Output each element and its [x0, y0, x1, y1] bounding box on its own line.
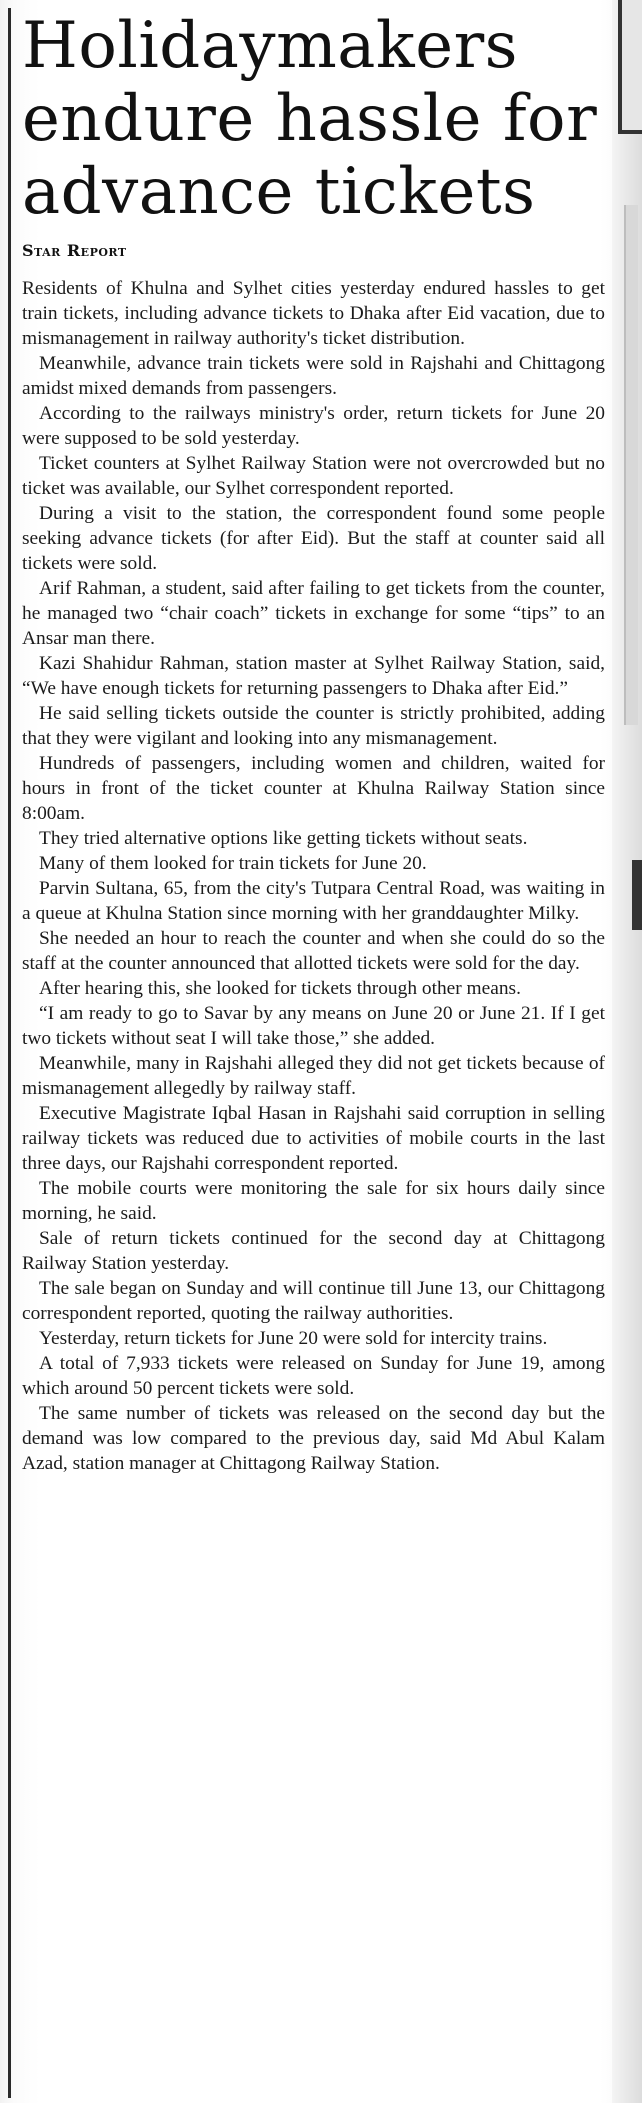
paragraph: Yesterday, return tickets for June 20 were sold for intercity trains.	[39, 1328, 548, 1349]
paragraph: After hearing this, she looked for tickets through other means.	[39, 978, 521, 999]
paragraph: Ticket counters at Sylhet Railway Station were not overcrowded but no ticket was available, our Sylhet correspondent reported.	[22, 453, 605, 499]
paragraph: Meanwhile, many in Rajshahi alleged they did not get tickets because of mismanagement allegedly by railway staff.	[22, 1053, 605, 1099]
paragraph: Residents of Khulna and Sylhet cities yesterday endured hassles to get train tickets, including advance tickets to Dhaka after Eid vacation, due to mismanagement in railway authority's ticket distribution.	[22, 278, 605, 349]
paragraph: “I am ready to go to Savar by any means on June 20 or June 21. If I get two tickets without seat I will take those,” she added.	[22, 1003, 605, 1049]
column-divider	[8, 8, 11, 2098]
paragraph: The same number of tickets was released on the second day but the demand was low compared to the previous day, said Md Abul Kalam Azad, station manager at Chittagong Railway Station.	[22, 1403, 605, 1474]
byline	[22, 241, 605, 260]
paragraph: Meanwhile, advance train tickets were sold in Rajshahi and Chittagong amidst mixed demands from passengers.	[22, 353, 605, 399]
headline: Holidaymakers endure hassle for advance tickets	[22, 9, 598, 229]
paragraph: She needed an hour to reach the counter and when she could do so the staff at the counter announced that allotted tickets were sold for the day.	[22, 928, 605, 974]
paragraph: Hundreds of passengers, including women and children, waited for hours in front of the ticket counter at Khulna Railway Station since 8:00am.	[22, 753, 605, 824]
paragraph: The sale began on Sunday and will continue till June 13, our Chittagong correspondent reported, quoting the railway authorities.	[22, 1278, 605, 1324]
adjacent-column-block	[632, 860, 642, 930]
adjacent-column-strip	[624, 205, 638, 725]
adjacent-column-edge	[612, 0, 642, 2103]
paragraph: During a visit to the station, the correspondent found some people seeking advance tickets (for after Eid). But the staff at counter said all tickets were sold.	[22, 503, 605, 574]
paragraph: Kazi Shahidur Rahman, station master at Sylhet Railway Station, said, “We have enough tickets for returning passengers to Dhaka after Eid.”	[22, 653, 605, 699]
article-body	[22, 276, 605, 1476]
paragraph: Parvin Sultana, 65, from the city's Tutpara Central Road, was waiting in a queue at Khulna Station since morning with her granddaughter Milky.	[22, 878, 605, 924]
paragraph: A total of 7,933 tickets were released on Sunday for June 19, among which around 50 percent tickets were sold.	[22, 1353, 605, 1399]
paragraph: Executive Magistrate Iqbal Hasan in Rajshahi said corruption in selling railway tickets was reduced due to activities of mobile courts in the last three days, our Rajshahi correspondent reported.	[22, 1103, 605, 1174]
paragraph: The mobile courts were monitoring the sale for six hours daily since morning, he said.	[22, 1178, 605, 1224]
paragraph: Many of them looked for train tickets for June 20.	[39, 853, 427, 874]
paragraph: Arif Rahman, a student, said after failing to get tickets from the counter, he managed two “chair coach” tickets in exchange for some “tips” to an Ansar man there.	[22, 578, 605, 649]
paragraph: Sale of return tickets continued for the second day at Chittagong Railway Station yesterday.	[22, 1228, 605, 1274]
paragraph: He said selling tickets outside the counter is strictly prohibited, adding that they were vigilant and looking into any mismanagement.	[22, 703, 605, 749]
paragraph: According to the railways ministry's order, return tickets for June 20 were supposed to be sold yesterday.	[22, 403, 605, 449]
article-column	[22, 0, 605, 1476]
byline-text: Star Report	[22, 241, 127, 260]
adjacent-column-frame	[618, 0, 642, 134]
paragraph: They tried alternative options like getting tickets without seats.	[39, 828, 528, 849]
